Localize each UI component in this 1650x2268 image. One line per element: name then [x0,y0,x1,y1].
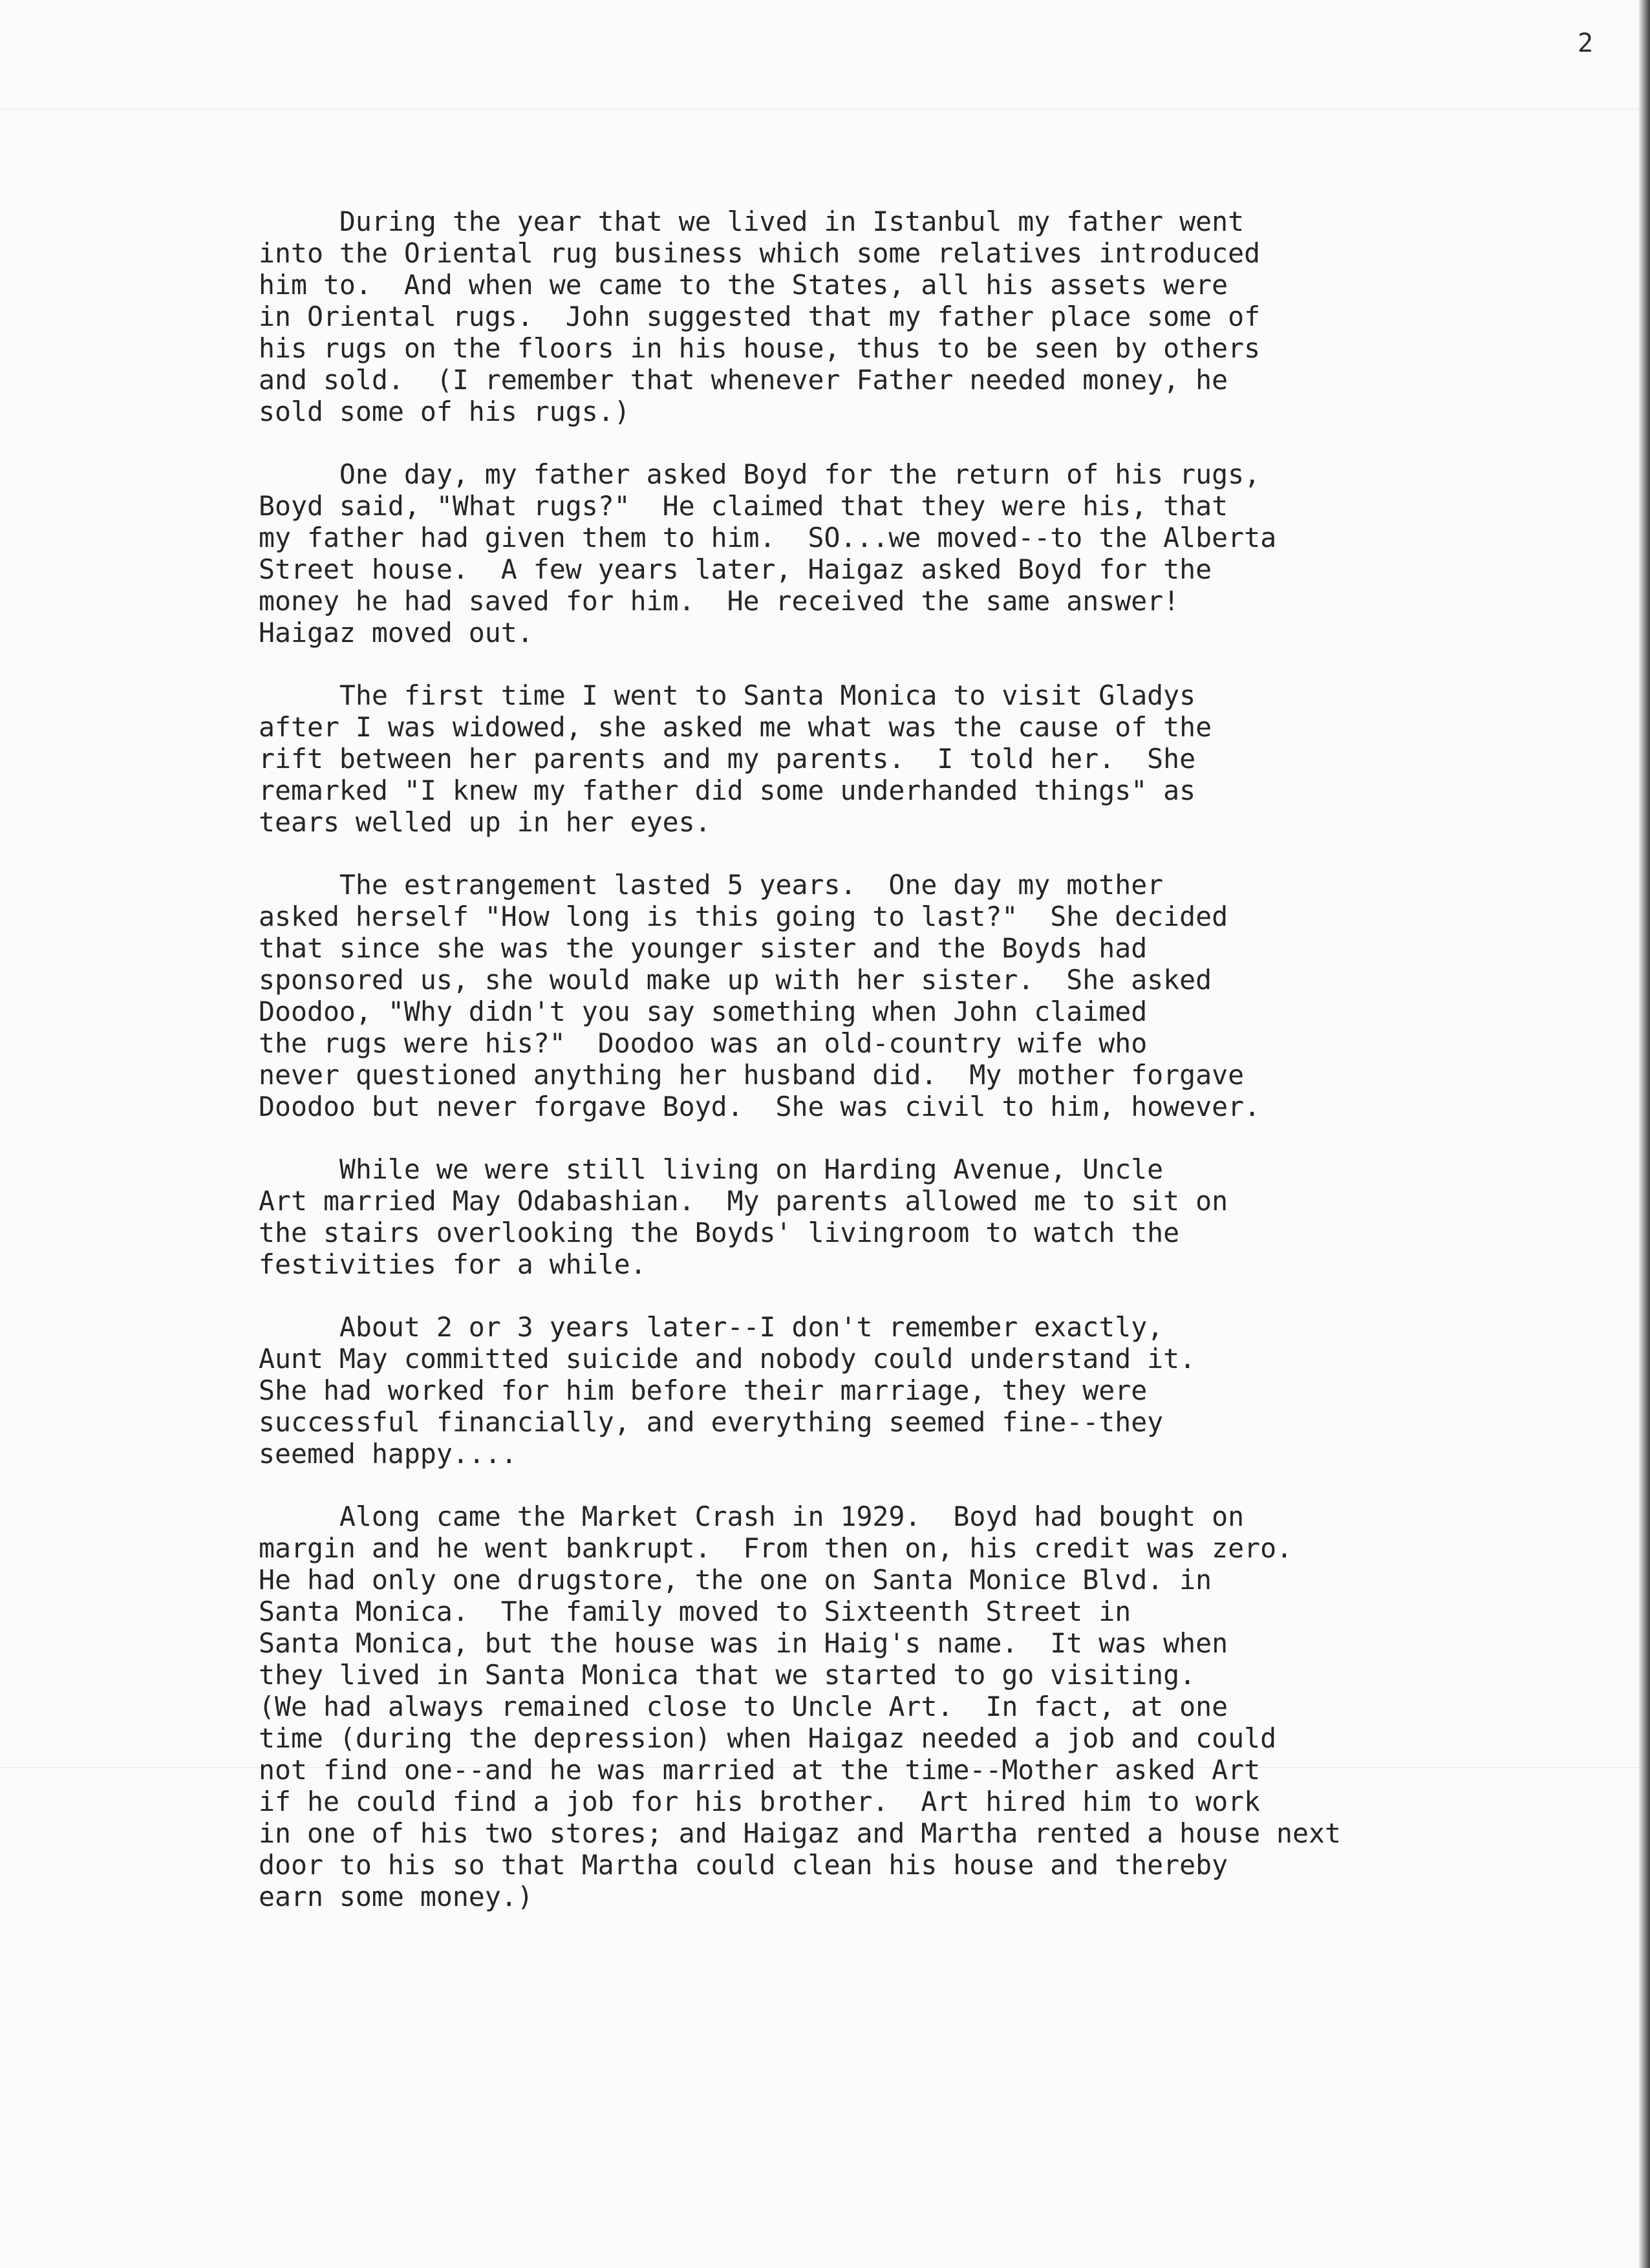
text-line: asked herself "How long is this going to last?" She decided [259,901,1228,932]
text-line: Doodoo but never forgave Boyd. She was civil to him, however. [259,1091,1261,1122]
text-line: that since she was the younger sister and the Boyds had [259,932,1148,964]
text-line: not find one--and he was married at the time--Mother asked Art [259,1754,1261,1786]
text-line: margin and he went bankrupt. From then on, his credit was zero. [259,1532,1293,1564]
paragraph [259,1153,1545,1280]
text-line: him to. And when we came to the States, all his assets were [259,269,1228,301]
text-line: About 2 or 3 years later--I don't remember exactly, [259,1311,1164,1343]
text-line: Street house. A few years later, Haigaz asked Boyd for the [259,553,1212,585]
text-line: after I was widowed, she asked me what was the cause of the [259,711,1212,743]
text-line: (We had always remained close to Uncle Art. In fact, at one [259,1691,1228,1722]
text-line: sold some of his rugs.) [259,396,630,427]
text-line: the rugs were his?" Doodoo was an old-country wife who [259,1027,1148,1059]
text-line: remarked "I knew my father did some underhanded things" as [259,775,1196,806]
text-line: money he had saved for him. He received the same answer! [259,585,1180,617]
text-line: earn some money.) [259,1881,533,1912]
text-line: in one of his two stores; and Haigaz and Martha rented a house next [259,1817,1342,1849]
text-line: The first time I went to Santa Monica to visit Gladys [259,679,1196,711]
text-line: his rugs on the floors in his house, thus to be seen by others [259,332,1261,364]
text-line: sponsored us, she would make up with her sister. She asked [259,964,1212,996]
text-line: Along came the Market Crash in 1929. Boyd had bought on [259,1501,1245,1532]
text-line: While we were still living on Harding Avenue, Uncle [259,1153,1164,1185]
text-line: they lived in Santa Monica that we started to go visiting. [259,1659,1196,1691]
document-body [259,206,1545,1943]
text-line: Santa Monica, but the house was in Haig's name. It was when [259,1627,1228,1659]
text-line: my father had given them to him. SO...we moved--to the Alberta [259,522,1277,553]
text-line: Santa Monica. The family moved to Sixteenth Street in [259,1596,1131,1627]
text-line: never questioned anything her husband did. My mother forgave [259,1059,1245,1091]
text-line: The estrangement lasted 5 years. One day my mother [259,869,1164,901]
text-line: seemed happy.... [259,1438,517,1470]
text-line: He had only one drugstore, the one on Santa Monice Blvd. in [259,1564,1212,1596]
text-line: door to his so that Martha could clean his house and thereby [259,1849,1228,1881]
text-line: successful financially, and everything seemed fine--they [259,1406,1164,1438]
text-line: One day, my father asked Boyd for the return of his rugs, [259,458,1261,490]
text-line: Aunt May committed suicide and nobody could understand it. [259,1343,1196,1375]
paragraph [259,458,1545,648]
paragraph [259,1311,1545,1470]
paragraph [259,679,1545,838]
paragraph [259,1501,1545,1912]
paper-fold-line-top [0,109,1650,110]
paragraph [259,869,1545,1122]
text-line: in Oriental rugs. John suggested that my father place some of [259,301,1261,332]
text-line: During the year that we lived in Istanbul my father went [259,206,1245,237]
text-line: if he could find a job for his brother. Art hired him to work [259,1786,1261,1817]
text-line: rift between her parents and my parents. I told her. She [259,743,1196,775]
text-line: into the Oriental rug business which some relatives introduced [259,237,1261,269]
text-line: tears welled up in her eyes. [259,806,711,838]
page-edge-shadow [1638,0,1650,2268]
page-number: 2 [1578,28,1594,58]
text-line: festivities for a while. [259,1248,647,1280]
text-line: Art married May Odabashian. My parents allowed me to sit on [259,1185,1228,1217]
text-line: She had worked for him before their marriage, they were [259,1375,1148,1406]
text-line: the stairs overlooking the Boyds' livingroom to watch the [259,1217,1180,1248]
paragraph [259,206,1545,427]
text-line: Haigaz moved out. [259,617,533,648]
text-line: time (during the depression) when Haigaz needed a job and could [259,1722,1277,1754]
text-line: and sold. (I remember that whenever Father needed money, he [259,364,1228,396]
text-line: Doodoo, "Why didn't you say something when John claimed [259,996,1148,1027]
text-line: Boyd said, "What rugs?" He claimed that they were his, that [259,490,1228,522]
